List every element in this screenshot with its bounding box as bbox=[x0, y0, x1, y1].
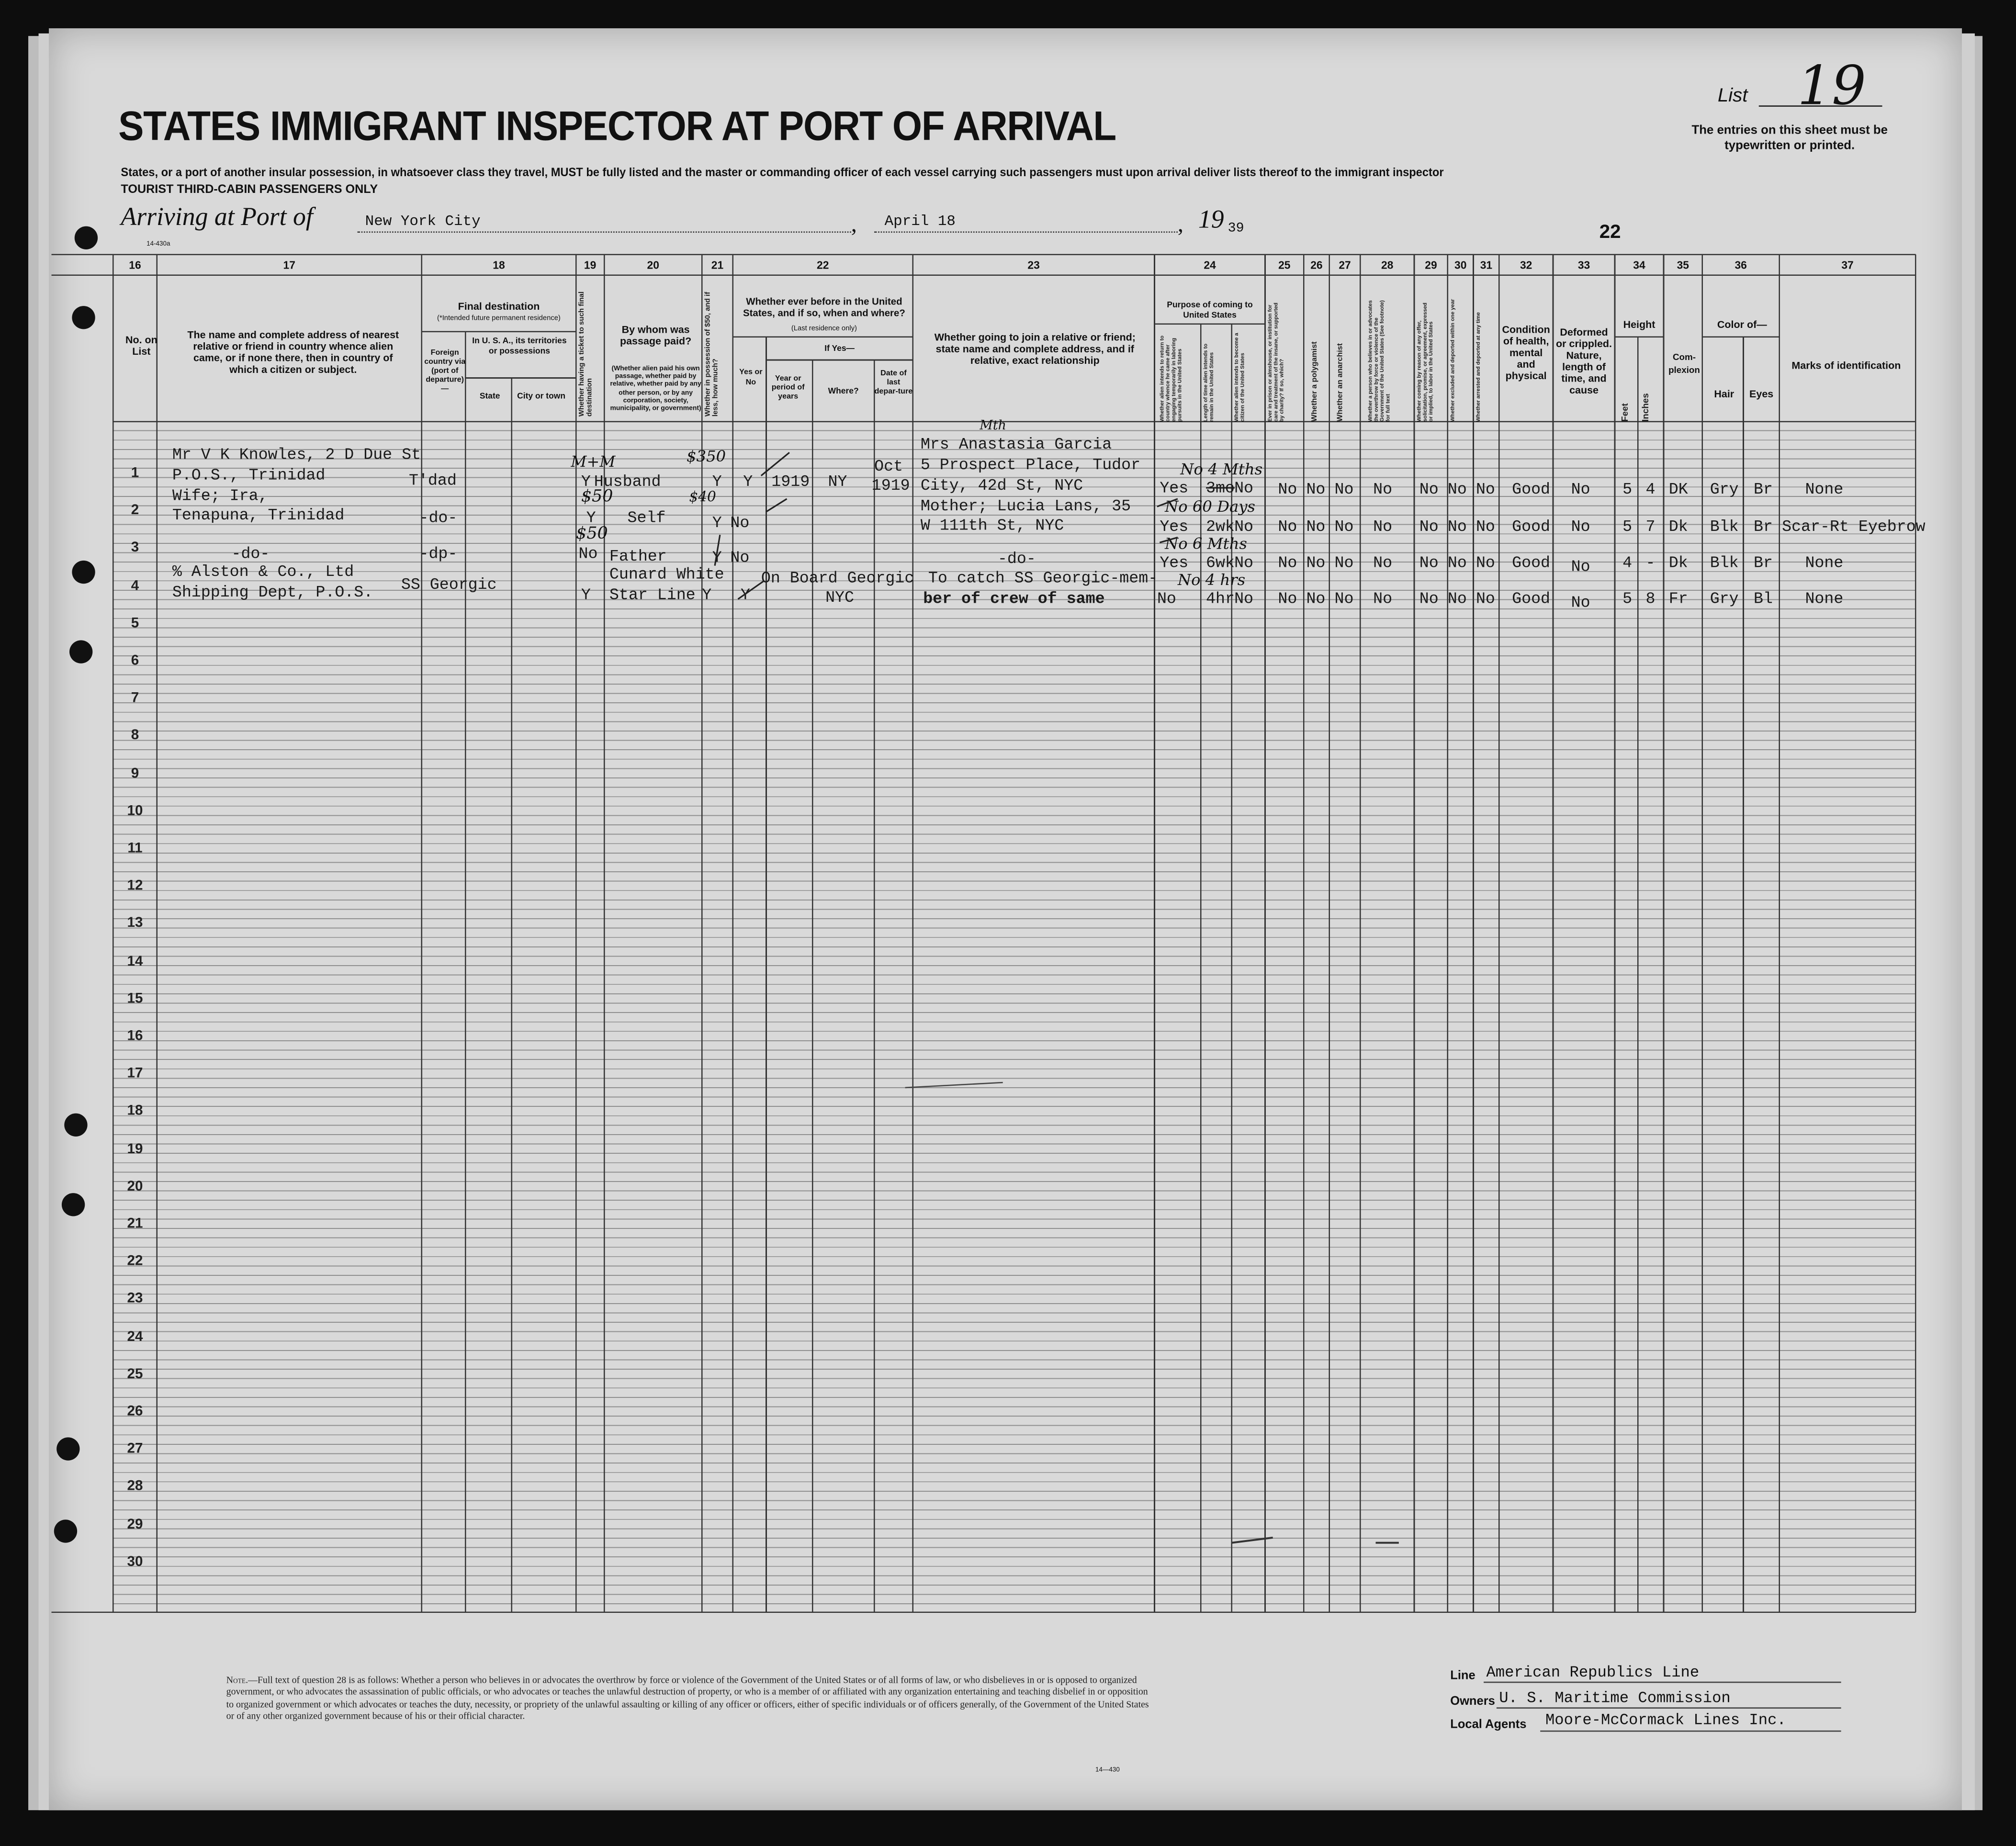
r2-purpose: Yes bbox=[1160, 518, 1189, 536]
sheet-number: 22 bbox=[1599, 221, 1621, 243]
col18b-city: City or town bbox=[517, 392, 566, 401]
column-number: 29 bbox=[1425, 258, 1437, 271]
col35-header: Com-plexion bbox=[1668, 353, 1700, 376]
col37-header: Marks of identification bbox=[1791, 360, 1901, 372]
r1-ticket: Y bbox=[581, 473, 591, 491]
column-number: 24 bbox=[1204, 258, 1216, 271]
line-underline bbox=[1484, 1682, 1841, 1683]
col24b-header: Length of time alien intends to remain in the United States bbox=[1202, 343, 1215, 422]
footnote bbox=[226, 1674, 1157, 1722]
r2-c28: No bbox=[1373, 518, 1393, 536]
r2-health: Good bbox=[1512, 518, 1551, 536]
r4-c26: No bbox=[1306, 590, 1326, 608]
r4-inches: 8 bbox=[1645, 590, 1656, 608]
r2-marks: Scar-Rt Eyebrow bbox=[1782, 518, 1926, 536]
r1-length: 3mo bbox=[1205, 479, 1235, 498]
form-code: 14—430 bbox=[1095, 1766, 1120, 1774]
form-number: 14-430a bbox=[146, 240, 170, 248]
r1-joining-line1: Mrs Anastasia Garcia bbox=[920, 436, 1112, 454]
typewrite-note: The entries on this sheet must be typewritten or printed. bbox=[1691, 123, 1888, 153]
r4-joining-line2: ber of crew of same bbox=[923, 590, 1105, 608]
col20-header: By whom was passage paid? bbox=[619, 324, 692, 348]
r3-money: Y bbox=[712, 549, 722, 567]
r3-c25: No bbox=[1278, 554, 1297, 573]
form-title: STATES IMMIGRANT INSPECTOR AT PORT OF ARRIVAL bbox=[118, 102, 1116, 149]
r4-deformed: No bbox=[1571, 594, 1590, 612]
r3-length: 6wk bbox=[1205, 554, 1235, 573]
r2-c26: No bbox=[1306, 518, 1326, 536]
r4-c27: No bbox=[1334, 590, 1354, 608]
column-number: 28 bbox=[1381, 258, 1394, 271]
r1-joining-line3: City, 42d St, NYC bbox=[920, 477, 1083, 495]
r2-ticket: Y bbox=[586, 509, 596, 528]
col24c-header: Whether alien intends to become a citizen of the United States bbox=[1233, 333, 1246, 422]
row-number: 25 bbox=[127, 1366, 143, 1382]
r1-purpose-annotation: No 4 Mths bbox=[1180, 460, 1263, 479]
col36-hair: Hair bbox=[1714, 388, 1734, 400]
r1-inches: 4 bbox=[1645, 481, 1656, 499]
r4-citizen: No bbox=[1234, 590, 1254, 608]
r3-feet: 4 bbox=[1622, 554, 1633, 573]
r1-citizen: No bbox=[1234, 479, 1254, 498]
col27-header: Whether an anarchist bbox=[1337, 343, 1345, 422]
r4-purpose: No bbox=[1157, 590, 1176, 608]
r1-relative-address: P.O.S., Trinidad bbox=[172, 466, 326, 485]
r1-c27: No bbox=[1334, 481, 1354, 499]
r3-ticket: No bbox=[578, 545, 598, 563]
r3-c26: No bbox=[1306, 554, 1326, 573]
r3-joining: -do- bbox=[997, 550, 1036, 568]
agents-underline bbox=[1540, 1731, 1841, 1732]
column-number: 21 bbox=[711, 258, 724, 271]
r1-date-line1: Oct bbox=[874, 458, 903, 476]
r2-c29: No bbox=[1419, 518, 1439, 536]
r3-hair: Blk bbox=[1710, 554, 1739, 573]
row-number: 16 bbox=[127, 1028, 143, 1044]
row-number: 13 bbox=[127, 916, 143, 932]
r4-eyes: Bl bbox=[1754, 590, 1773, 608]
r4-paid-by-line1: Cunard White bbox=[609, 565, 724, 584]
col16-header: No. on List bbox=[125, 334, 158, 358]
r1-money-annotation: $350 bbox=[687, 447, 726, 466]
r4-c29: No bbox=[1419, 590, 1439, 608]
column-number: 25 bbox=[1278, 258, 1291, 271]
col34-inches: Inches bbox=[1642, 393, 1651, 422]
r2-c25: No bbox=[1278, 518, 1297, 536]
row-number: 27 bbox=[127, 1441, 143, 1457]
row-number: 3 bbox=[131, 540, 139, 556]
r3-eyes: Br bbox=[1754, 554, 1773, 573]
row-number: 17 bbox=[127, 1066, 143, 1082]
arriving-label: Arriving at Port of bbox=[121, 203, 313, 232]
col30-header: Whether excluded and deported within one year bbox=[1449, 299, 1455, 422]
column-number: 18 bbox=[493, 258, 505, 271]
r4-c30: No bbox=[1447, 590, 1467, 608]
r4-hair: Gry bbox=[1710, 590, 1739, 608]
column-number: 27 bbox=[1339, 258, 1351, 271]
r3-c27: No bbox=[1334, 554, 1354, 573]
r3-money-annotation: $50 bbox=[576, 524, 608, 544]
r2-money-annotation: $50 bbox=[581, 487, 613, 507]
r4-where-line2: NYC bbox=[825, 588, 855, 607]
row-number: 21 bbox=[127, 1216, 143, 1232]
col18-note: (*Intended future permanent residence) bbox=[437, 315, 561, 323]
col31-header: Whether arrested and deported at any time bbox=[1475, 312, 1481, 422]
r1-foreign-country: T'dad bbox=[408, 472, 457, 490]
r3-c29: No bbox=[1419, 554, 1439, 573]
row-number: 10 bbox=[127, 803, 143, 819]
col26-header: Whether a polygamist bbox=[1311, 341, 1319, 422]
line-label: Line bbox=[1450, 1668, 1475, 1683]
r1-eyes: Br bbox=[1754, 481, 1773, 499]
row-number: 14 bbox=[127, 953, 143, 969]
r2-been-before: No bbox=[730, 514, 750, 532]
r1-relative-name: Mr V K Knowles, 2 D Due St bbox=[172, 446, 421, 464]
col22-where: Where? bbox=[828, 387, 859, 396]
row-number: 12 bbox=[127, 878, 143, 894]
owners-label: Owners bbox=[1450, 1694, 1495, 1709]
column-number: 36 bbox=[1734, 258, 1747, 271]
r3-relative-name: -do- bbox=[231, 545, 270, 563]
r2-c30: No bbox=[1447, 518, 1467, 536]
footnote-text: —Full text of question 28 is as follows: Whether a person who believes in or advocates the overthrow by force or violence of the Government of the United States or of all forms of law, or who disbelieves in or is opposed to organized government, or who advocates the assassination of public officials, or who advocates or teaches the unlawful destruction of property, or who is a member of or affiliated with any organization entertaining and teaching disbelief in or opposition to organized government or which advocates or teaches the duty, necessity, or propriety of the unlawful assaulting or killing of any officer or officers, either of specific individuals or of officers generally, of the Government of the United States or of any other organized government because of his or their official character. bbox=[226, 1674, 1149, 1722]
r2-feet: 5 bbox=[1622, 518, 1633, 536]
row-number: 28 bbox=[127, 1479, 143, 1495]
row-number: 19 bbox=[127, 1141, 143, 1157]
r4-health: Good bbox=[1512, 590, 1551, 608]
r2-foreign-country: -do- bbox=[419, 509, 458, 528]
col20-note: (Whether alien paid his own passage, whether paid by relative, whether paid by any other person, or by any corporation, society, municipality, or government) bbox=[610, 365, 701, 413]
col25-header: Ever in prison or almshouse, or institution for care and treatment of the insane, or supported by charity? If so, which? bbox=[1266, 303, 1285, 422]
row-number: 30 bbox=[127, 1554, 143, 1570]
col18b-header: In U. S. A., its territories or possessions bbox=[472, 337, 567, 356]
r3-c28: No bbox=[1373, 554, 1393, 573]
r1-marks: None bbox=[1805, 481, 1844, 499]
row-number: 15 bbox=[127, 991, 143, 1007]
r4-foreign-country: SS Georgic bbox=[401, 576, 497, 594]
r4-purpose-annotation: No 4 hrs bbox=[1177, 571, 1246, 589]
list-label: List bbox=[1717, 85, 1748, 107]
r3-c30: No bbox=[1447, 554, 1467, 573]
column-number: 20 bbox=[647, 258, 659, 271]
col22-yesno: Yes or No bbox=[739, 369, 763, 387]
col18b-state: State bbox=[479, 392, 500, 401]
r4-length: 4hr bbox=[1205, 590, 1235, 608]
row-number: 1 bbox=[131, 465, 139, 481]
column-number: 19 bbox=[584, 258, 597, 271]
comma: , bbox=[1177, 211, 1184, 237]
r1-health: Good bbox=[1512, 481, 1551, 499]
col21-header: Whether in possession of $50, and if less, how much? bbox=[704, 292, 720, 417]
r3-paid-by: Father bbox=[609, 548, 667, 566]
r2-inches: 7 bbox=[1645, 518, 1656, 536]
col36-header: Color of— bbox=[1717, 319, 1767, 331]
col23-header: Whether going to join a relative or friend; state name and complete address, and if relative, exact relationship bbox=[934, 331, 1136, 367]
col24a-header: Whether alien intends to return to country whence he came after engaging temporarily in laboring pursuits in the United States bbox=[1158, 335, 1183, 422]
r3-citizen: No bbox=[1234, 554, 1254, 573]
r2-joining-line1: Mother; Lucia Lans, 35 bbox=[920, 497, 1131, 516]
r3-marks: None bbox=[1805, 554, 1844, 573]
col33-header: Deformed or crippled. Nature, length of time, and cause bbox=[1556, 326, 1612, 396]
r1-c30: No bbox=[1447, 481, 1467, 499]
r4-paid-by-line2: Star Line bbox=[609, 586, 696, 605]
column-number: 31 bbox=[1480, 258, 1493, 271]
row-number: 11 bbox=[127, 841, 143, 856]
r1-been-before: Y bbox=[743, 473, 753, 491]
column-number: 34 bbox=[1633, 258, 1645, 271]
line-value: American Republics Line bbox=[1486, 1664, 1700, 1682]
row-number: 23 bbox=[127, 1291, 143, 1307]
owners-value: U. S. Maritime Commission bbox=[1499, 1689, 1731, 1708]
row-number: 29 bbox=[127, 1516, 143, 1532]
r2-c27: No bbox=[1334, 518, 1354, 536]
r4-marks: None bbox=[1805, 590, 1844, 608]
r4-money: Y bbox=[702, 586, 712, 605]
col24-header: Purpose of coming to United States bbox=[1167, 301, 1253, 320]
col22-header: Whether ever before in the United States, and if so, when and where? bbox=[743, 295, 905, 319]
r4-relative-address: Shipping Dept, P.O.S. bbox=[172, 584, 373, 602]
col17-header: The name and complete address of nearest relative or friend in country whence alien came, or if none there, then in country of which a citizen or subject. bbox=[187, 329, 399, 376]
r1-c31: No bbox=[1475, 481, 1495, 499]
r4-c25: No bbox=[1278, 590, 1297, 608]
r2-paid-by: Self bbox=[627, 509, 666, 528]
r1-feet: 5 bbox=[1622, 481, 1633, 499]
list-number: 19 bbox=[1797, 54, 1866, 117]
r3-deformed: No bbox=[1571, 558, 1590, 576]
r1-deformed: No bbox=[1571, 481, 1590, 499]
year-prefix: 19 bbox=[1198, 205, 1224, 234]
r1-c26: No bbox=[1306, 481, 1326, 499]
row-number: 7 bbox=[131, 690, 139, 706]
owners-underline bbox=[1497, 1707, 1841, 1709]
r2-length: 2wk bbox=[1205, 518, 1235, 536]
r1-where: NY bbox=[828, 473, 847, 491]
r2-complexion: Dk bbox=[1668, 518, 1688, 536]
r4-relative-name: % Alston & Co., Ltd bbox=[172, 563, 354, 581]
col22-ifyes: If Yes— bbox=[824, 344, 855, 354]
r2-relative-address: Tenapuna, Trinidad bbox=[172, 507, 345, 525]
r1-c28: No bbox=[1373, 481, 1393, 499]
row-number: 8 bbox=[131, 728, 139, 744]
passenger-class: TOURIST THIRD-CABIN PASSENGERS ONLY bbox=[121, 181, 378, 196]
col19-header: Whether having a ticket to such final destination bbox=[578, 291, 594, 417]
r4-ticket: Y bbox=[581, 586, 591, 605]
r4-c28: No bbox=[1373, 590, 1393, 608]
r1-paid-annotation: M+M bbox=[571, 452, 616, 471]
r2-citizen: No bbox=[1234, 518, 1254, 536]
r2-joining-line2: W 111th St, NYC bbox=[920, 517, 1064, 535]
r1-hair: Gry bbox=[1710, 481, 1739, 499]
row-number: 4 bbox=[131, 578, 139, 594]
column-number: 23 bbox=[1027, 258, 1040, 271]
col36-eyes: Eyes bbox=[1749, 388, 1774, 400]
r3-c31: No bbox=[1475, 554, 1495, 573]
row-number: 26 bbox=[127, 1404, 143, 1419]
r3-complexion: Dk bbox=[1668, 554, 1688, 573]
year-suffix: 39 bbox=[1228, 221, 1244, 237]
r1-c29: No bbox=[1419, 481, 1439, 499]
column-number: 32 bbox=[1520, 258, 1532, 271]
r4-where-line1: On Board Georgic bbox=[761, 569, 914, 588]
row-number: 6 bbox=[131, 653, 139, 669]
column-number: 17 bbox=[283, 258, 295, 271]
column-number: 33 bbox=[1577, 258, 1590, 271]
column-number: 30 bbox=[1454, 258, 1467, 271]
row-number: 22 bbox=[127, 1253, 143, 1270]
row-number: 9 bbox=[131, 765, 139, 781]
r1-joining-annotation: Mth bbox=[980, 419, 1006, 434]
footnote-label: Note. bbox=[226, 1674, 248, 1686]
column-number: 22 bbox=[817, 258, 829, 271]
col32-header: Condition of health, mental and physical bbox=[1502, 324, 1550, 382]
r3-been-before: No bbox=[730, 549, 750, 567]
col22-note: (Last residence only) bbox=[791, 325, 857, 333]
r1-date-line2: 1919 bbox=[871, 477, 910, 495]
r2-money-annotation-2: $40 bbox=[689, 488, 716, 506]
agents-value: Moore-McCormack Lines Inc. bbox=[1545, 1711, 1786, 1729]
col34-header: Height bbox=[1623, 319, 1656, 331]
r1-purpose: Yes bbox=[1160, 479, 1189, 498]
r2-c31: No bbox=[1475, 518, 1495, 536]
form-subtitle: States, or a port of another insular possession, in whatsoever class they travel, MUST be fully listed and the master or commanding officer of each vessel carrying such passengers must upon arrival deliver lists thereof to the immigrant inspector bbox=[121, 164, 1444, 179]
r3-purpose: Yes bbox=[1160, 554, 1189, 573]
r1-money: Y bbox=[712, 473, 722, 491]
row-number: 2 bbox=[131, 503, 139, 518]
r2-eyes: Br bbox=[1754, 518, 1773, 536]
agents-label: Local Agents bbox=[1450, 1717, 1527, 1732]
col28-header: Whether a person who believes in or advocates the overthrow by force or violence of the Government of the United States (See footnote) for full text bbox=[1366, 300, 1391, 422]
r2-relative-name: Wife; Ira, bbox=[172, 487, 268, 506]
r3-foreign-country: -dp- bbox=[419, 545, 458, 563]
r1-year: 1919 bbox=[771, 473, 810, 491]
r3-health: Good bbox=[1512, 554, 1551, 573]
r2-deformed: No bbox=[1571, 518, 1590, 536]
r2-money: Y bbox=[712, 514, 722, 532]
column-number: 16 bbox=[129, 258, 141, 271]
column-number: 35 bbox=[1677, 258, 1689, 271]
r1-c25: No bbox=[1278, 481, 1297, 499]
r3-inches: - bbox=[1645, 554, 1656, 573]
r4-feet: 5 bbox=[1622, 590, 1633, 608]
r2-purpose-annotation: No 60 Days bbox=[1165, 497, 1255, 516]
col22-date: Date of last depar-ture bbox=[874, 370, 913, 396]
r2-hair: Blk bbox=[1710, 518, 1739, 536]
r1-complexion: DK bbox=[1668, 481, 1688, 499]
r4-been-before: Y bbox=[740, 586, 750, 605]
row-number: 24 bbox=[127, 1328, 143, 1344]
column-number: 26 bbox=[1310, 258, 1323, 271]
port-name: New York City bbox=[365, 213, 481, 230]
r4-complexion: Fr bbox=[1668, 590, 1688, 608]
col18-header: Final destination bbox=[458, 301, 540, 313]
row-number: 18 bbox=[127, 1103, 143, 1119]
r1-paid-by: Husband bbox=[594, 473, 661, 491]
r4-joining-line1: To catch SS Georgic-mem- bbox=[928, 569, 1158, 588]
r3-purpose-annotation: No 6 Mths bbox=[1165, 535, 1247, 553]
comma: , bbox=[851, 211, 857, 237]
row-number: 5 bbox=[131, 615, 139, 631]
column-number: 37 bbox=[1841, 258, 1854, 271]
r4-c31: No bbox=[1475, 590, 1495, 608]
arrival-date: April 18 bbox=[884, 213, 956, 230]
col18a-header: Foreign country via (port of departure)— bbox=[424, 349, 466, 394]
r1-joining-line2: 5 Prospect Place, Tudor bbox=[920, 456, 1141, 474]
col22-year: Year or period of years bbox=[771, 375, 805, 401]
col34-feet: Feet bbox=[1621, 403, 1631, 422]
row-number: 20 bbox=[127, 1179, 143, 1194]
col29-header: Whether coming by reason of any offer, solicitation, promise, or agreement, expressed or implied, to labor in the United States bbox=[1415, 303, 1434, 422]
